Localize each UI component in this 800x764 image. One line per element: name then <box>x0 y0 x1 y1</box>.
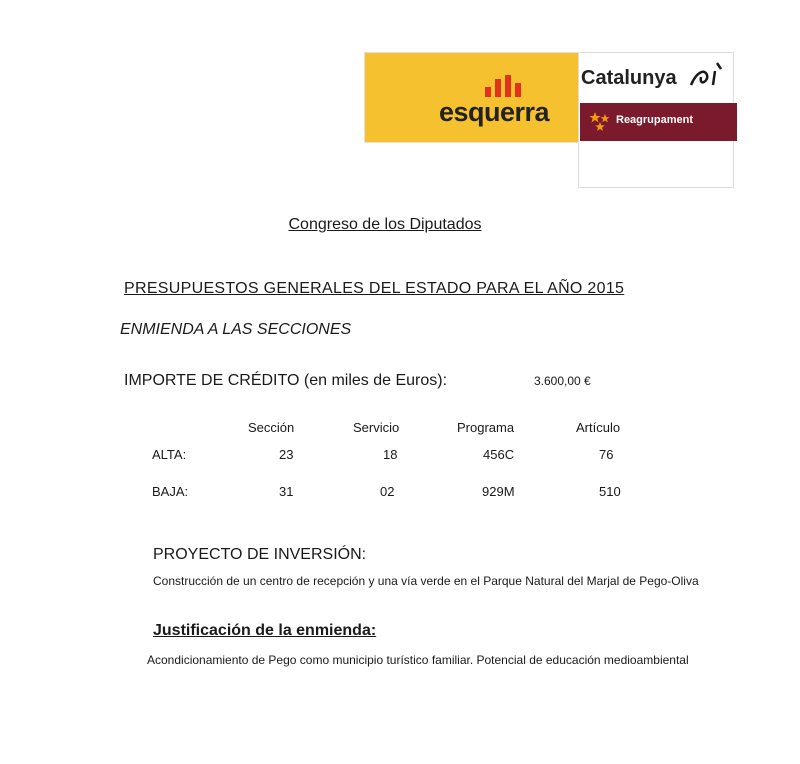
esquerra-logo <box>364 52 582 143</box>
header-articulo: Artículo <box>576 420 621 435</box>
amendment-title: ENMIENDA A LAS SECCIONES <box>120 321 352 338</box>
importe-label: IMPORTE DE CRÉDITO (en miles de Euros): <box>124 372 448 389</box>
row-label: ALTA: <box>152 447 187 462</box>
cell-articulo: 76 <box>599 447 614 462</box>
si-script-mark <box>687 61 729 91</box>
reagrupament-logo <box>580 103 737 141</box>
header-servicio: Servicio <box>353 420 400 435</box>
cell-seccion: 31 <box>279 484 294 499</box>
proyecto-description: Construcción de un centro de recepción y una vía verde en el Parque Natural del Marjal de Pego-Oliva <box>153 574 699 588</box>
cell-articulo: 510 <box>599 484 621 499</box>
cell-programa: 456C <box>483 447 515 462</box>
reagrupament-wordmark: Reagrupament <box>616 114 694 126</box>
cell-seccion: 23 <box>279 447 294 462</box>
budget-title: PRESUPUESTOS GENERALES DEL ESTADO PARA EL AÑO 2015 <box>124 280 625 297</box>
justificacion-text: Acondicionamiento de Pego como municipio turístico familiar. Potencial de educación medioambiental <box>147 653 689 667</box>
esquerra-wordmark: esquerra <box>439 97 550 127</box>
row-label: BAJA: <box>152 484 189 499</box>
star-cluster-icon <box>589 110 613 134</box>
cell-servicio: 02 <box>380 484 395 499</box>
cell-programa: 929M <box>482 484 515 499</box>
catalunya-wordmark: Catalunya <box>581 67 677 89</box>
header-seccion: Sección <box>248 420 295 435</box>
esquerra-bars-icon <box>485 75 521 97</box>
header-programa: Programa <box>457 420 515 435</box>
importe-value: 3.600,00 € <box>534 374 591 388</box>
cell-servicio: 18 <box>383 447 398 462</box>
justificacion-heading: Justificación de la enmienda: <box>153 622 377 639</box>
proyecto-heading: PROYECTO DE INVERSIÓN: <box>153 546 367 563</box>
institution-title: Congreso de los Diputados <box>288 216 482 233</box>
